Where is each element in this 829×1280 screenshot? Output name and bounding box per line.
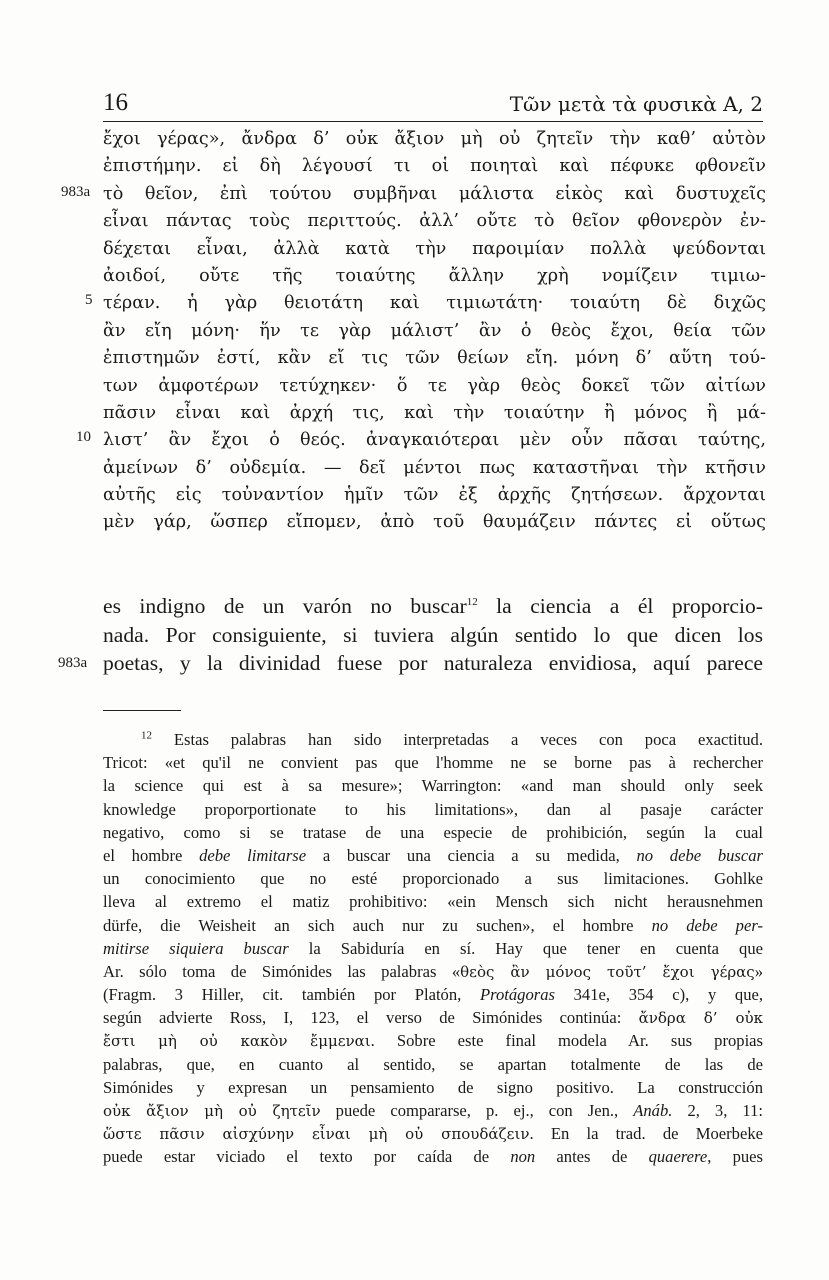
margin-line-5: 5 <box>85 292 93 308</box>
footnote-line: Tricot: «et qu'il ne convient pas que l'homme ne se borne pas à rechercher <box>103 753 763 773</box>
footnote-italic: mitirse siquiera buscar <box>103 938 289 958</box>
greek-line: τὸ θεῖον, ἐπὶ τούτου συμβῆναι μάλιστα εἰκὸς καὶ δυστυχεῖς <box>103 183 766 204</box>
footnote-italic: no debe per- <box>651 915 763 935</box>
footnote-text: Ar. sólo toma de Simónides las palabras « <box>103 961 461 981</box>
footnote-line: palabras, que, en cuanto al sentido, se apartan totalmente de las de <box>103 1054 763 1074</box>
footnote-greek: οὐκ ἄξιον μὴ οὐ ζητεῖν <box>103 1102 321 1120</box>
footnote-text: . En la trad. de Moerbeke <box>529 1124 763 1144</box>
footnote-greek: θεὸς ἂν μόνος τοῦτ’ ἔχοι γέρας <box>460 962 755 981</box>
greek-line: μὲν γάρ, ὥσπερ εἴπομεν, ἀπὸ τοῦ θαυμάζειν πάντες εἰ οὕτως <box>103 512 766 533</box>
footnote-line: Simónides y expresan un pensamiento de signo positivo. La construcción <box>103 1077 763 1097</box>
footnote-greek: ἔστι μὴ οὐ κακὸν ἔμμεναι <box>103 1032 371 1051</box>
footnote-line <box>103 1099 763 1122</box>
footnote-line <box>103 914 763 937</box>
footnote-line: la science qui est à sa mesure»; Warrington: «and man should only seek <box>103 776 763 796</box>
footnote-line: lleva al extremo el matiz prohibitivo: «ein Mensch sich nicht herausnehmen <box>103 892 763 912</box>
footnote-text: puede compararse, p. ej., con Jen., <box>320 1101 634 1120</box>
footnote-text: Estas palabras han sido interpretadas a veces con poca exactitud. <box>152 730 763 749</box>
footnote-line <box>103 844 763 867</box>
greek-line: ἀμείνων δ’ οὐδεμία. — δεῖ μέντοι πως καταστῆναι τὴν κτῆσιν <box>103 457 766 478</box>
margin-ref-983a-translation: 983a <box>58 655 88 671</box>
greek-line: αὐτῆς εἰς τοὐναντίον ἡμῖν τῶν ἐξ ἀρχῆς ζητήσεων. ἄρχονται <box>103 485 766 506</box>
footnote-greek: ὥστε πᾶσιν αἰσχύνην εἶναι μὴ οὐ σπουδάζειν <box>103 1125 530 1144</box>
footnote-line: negativo, como si se tratase de una especie de prohibición, según la cual <box>103 822 763 842</box>
footnote-line <box>103 1006 763 1029</box>
footnote-text: , pues <box>707 1147 763 1167</box>
page-number: 16 <box>103 89 128 116</box>
header-rule <box>103 121 763 122</box>
footnote-text: dürfe, die Weisheit an sich auch nur zu suchen», el hombre <box>103 915 652 935</box>
footnote-line: un conocimiento que no esté proporcionado a sus limitaciones. Gohlke <box>103 869 763 889</box>
greek-line: λιστ’ ἂν ἔχοι ὁ θεός. ἀναγκαιότεραι μὲν οὖν πᾶσαι ταύτης, <box>103 430 766 451</box>
footnote-line <box>103 1122 763 1145</box>
footnote-line <box>103 937 763 960</box>
greek-text-block <box>103 126 766 537</box>
footnote-text: antes de <box>535 1147 649 1167</box>
footnote-italic: non <box>510 1147 536 1167</box>
footnote-italic: debe limitarse <box>199 845 307 865</box>
running-title: Τῶν μετὰ τὰ φυσικὰ Α, 2 <box>509 92 763 116</box>
greek-line: ἐπιστήμην. εἰ δὴ λέγουσί τι οἱ ποιηταὶ καὶ πέφυκε φθονεῖν <box>103 156 766 177</box>
footnote-line: knowledge proporportionate to his limitations», dan al pasaje carácter <box>103 799 763 819</box>
footnote-ref: 12 <box>466 595 478 608</box>
greek-line: ἔχοι γέρας», ἄνδρα δ’ οὐκ ἄξιον μὴ οὐ ζητεῖν τὴν καθ’ αὐτὸν <box>103 129 766 149</box>
footnote-italic: no debe buscar <box>636 845 763 865</box>
footnote-text: el hombre <box>103 845 200 865</box>
footnote-text: » <box>754 961 763 981</box>
margin-ref-983a: 983a <box>61 184 91 200</box>
greek-line: δέχεται εἶναι, ἀλλὰ κατὰ τὴν παροιμίαν πολλὰ ψεύδονται <box>103 238 766 259</box>
footnote-rule <box>103 710 181 711</box>
spanish-line <box>103 592 763 621</box>
footnote-text: 2, 3, 11: <box>672 1101 763 1120</box>
footnote-text: según advierte Ross, I, 123, el verso de Simónides continúa: <box>103 1008 639 1028</box>
footnote-greek: ἄνδρα δ’ οὐκ <box>638 1009 763 1028</box>
spanish-line: poetas, y la divinidad fuese por naturaleza envidiosa, aquí parece <box>103 651 763 676</box>
greek-line: ἐπιστημῶν ἐστί, κἂν εἴ τις τῶν θείων εἴη. μόνη δ’ αὕτη τού- <box>103 348 766 369</box>
greek-line: των ἀμφοτέρων τετύχηκεν· ὅ τε γὰρ θεὸς δοκεῖ τῶν αἰτίων <box>103 375 766 396</box>
spanish-text: la ciencia a él proporcio- <box>477 594 763 618</box>
footnote-italic: Anáb. <box>633 1101 673 1120</box>
footnote-line <box>103 983 763 1006</box>
greek-line: τέραν. ἡ γὰρ θειοτάτη καὶ τιμιωτάτη· τοιαύτη δὲ διχῶς <box>103 293 766 314</box>
footnote-line <box>103 960 763 983</box>
spanish-text: es indigno de un varón no buscar <box>103 594 467 618</box>
footnote-text: a buscar una ciencia a su medida, <box>306 845 637 865</box>
greek-line: ἀοιδοί, οὔτε τῆς τοιαύτης ἄλλην χρὴ νομίζειν τιμιω- <box>103 265 766 286</box>
footnote-text: puede estar viciado el texto por caída de <box>103 1147 511 1167</box>
footnote-italic: quaerere <box>648 1147 708 1167</box>
margin-line-10: 10 <box>76 429 91 445</box>
footnote-italic: Protágoras <box>479 985 555 1005</box>
greek-line: ἂν εἴη μόνη· ἥν τε γὰρ μάλιστ’ ἂν ὁ θεὸς ἔχοι, θεία τῶν <box>103 320 766 341</box>
footnote-line <box>103 1145 763 1168</box>
spanish-line: nada. Por consiguiente, si tuviera algún sentido lo que dicen los <box>103 622 763 647</box>
greek-line: εἶναι πάντας τοὺς περιττούς. ἀλλ’ οὔτε τὸ θεῖον φθονερὸν ἐν- <box>103 211 766 232</box>
footnote-text: 341e, 354 c), y que, <box>554 985 763 1005</box>
footnote-text: (Fragm. 3 Hiller, cit. también por Platón, <box>103 985 480 1005</box>
footnote-text: . Sobre este final modela Ar. sus propias <box>370 1031 763 1051</box>
footnote-number: 12 <box>141 729 152 742</box>
footnote-text: la Sabiduría en sí. Hay que tener en cuenta que <box>288 938 763 958</box>
footnote-12 <box>103 728 763 1169</box>
footnote-line <box>103 1029 763 1052</box>
footnote-line <box>103 728 763 751</box>
spanish-text-block <box>103 592 763 678</box>
greek-line: πᾶσιν εἶναι καὶ ἀρχή τις, καὶ τὴν τοιαύτην ἢ μόνος ἢ μά- <box>103 402 766 423</box>
page-header <box>103 88 763 124</box>
